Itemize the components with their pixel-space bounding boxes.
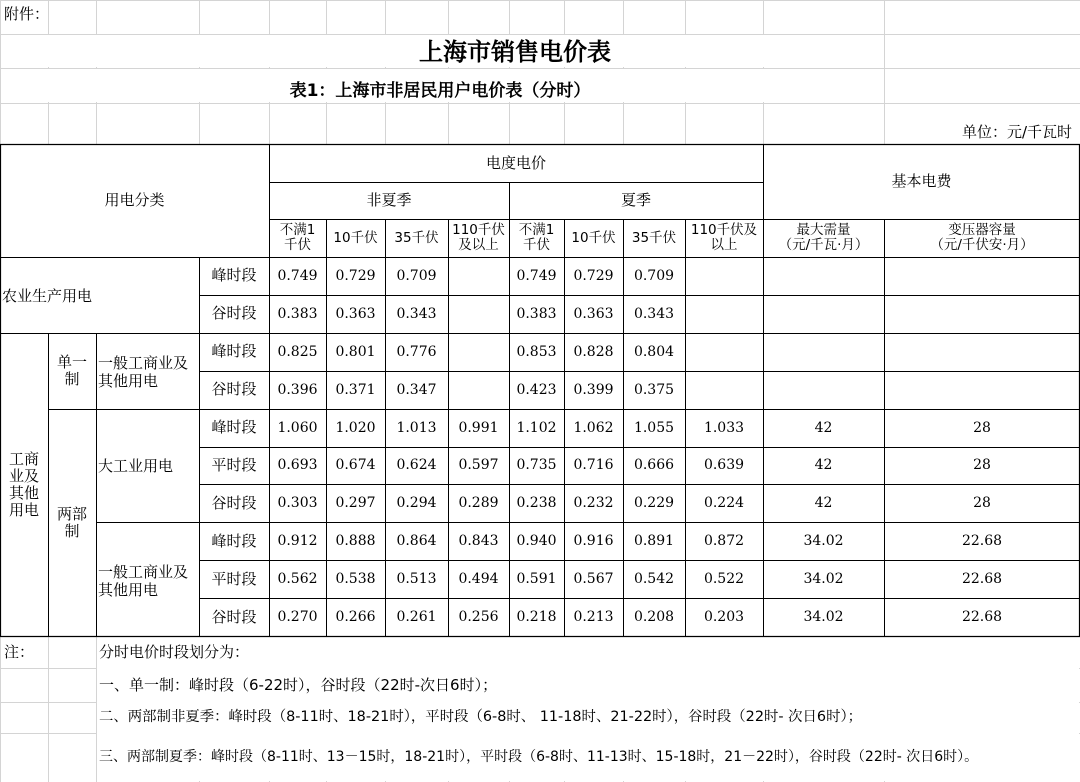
header-category: 用电分类: [104, 191, 165, 209]
page-title: 上海市销售电价表: [419, 38, 611, 66]
header-voltage-110kv: 110千伏 及以上: [452, 222, 505, 253]
price-cell: 0.597: [458, 457, 499, 474]
header-summer-voltage-10kv: 10千伏: [571, 229, 616, 246]
price-cell: 0.916: [573, 533, 614, 550]
price-cell: 0.224: [703, 495, 745, 512]
price-cell: 0.666: [633, 457, 675, 474]
basic-fee-cell: 22.68: [961, 609, 1003, 626]
price-cell: 0.542: [633, 571, 675, 588]
price-cell: 0.940: [516, 533, 557, 550]
price-cell: 1.060: [277, 419, 318, 436]
header-voltage-lt1: 不满1 千伏: [279, 222, 316, 253]
price-cell: 0.383: [277, 305, 318, 322]
price-cell: 0.256: [458, 609, 499, 626]
price-cell: 0.261: [396, 609, 437, 626]
basic-fee-cell: 28: [973, 457, 991, 474]
period-label: 平时段: [211, 569, 257, 588]
price-cell: 0.538: [335, 571, 376, 588]
header-max-demand: 最大需量 （元/千瓦·月）: [778, 222, 869, 253]
price-cell: [685, 333, 763, 371]
price-cell: 0.749: [516, 267, 557, 284]
price-cell: 0.232: [573, 495, 614, 512]
basic-fee-cell: [763, 257, 884, 295]
header-voltage-35kv: 35千伏: [394, 229, 439, 246]
header-summer-voltage-35kv: 35千伏: [631, 229, 677, 246]
price-cell: 0.423: [516, 381, 557, 398]
price-cell: 0.266: [335, 609, 376, 626]
basic-fee-cell: 42: [814, 457, 833, 474]
price-cell: 0.729: [573, 267, 614, 284]
period-label: 谷时段: [211, 493, 257, 512]
price-cell: [448, 257, 509, 295]
basic-fee-cell: [763, 295, 884, 333]
price-cell: [448, 295, 509, 333]
price-cell: 0.709: [633, 267, 675, 284]
price-cell: 0.801: [335, 343, 376, 360]
price-cell: 0.303: [277, 495, 318, 512]
price-cell: 0.562: [277, 571, 318, 588]
price-cell: 0.864: [396, 533, 437, 550]
basic-fee-cell: 22.68: [961, 571, 1003, 588]
label-agri: 农业生产用电: [2, 287, 93, 305]
header-non-summer: 非夏季: [366, 191, 412, 209]
notes-line-1: 一、单一制：峰时段（6-22时），谷时段（22时-次日6时）；: [99, 676, 498, 694]
table-subtitle: 表1：上海市非居民用户电价表（分时）: [289, 81, 591, 101]
price-cell: 1.062: [573, 419, 614, 436]
price-cell: 0.825: [277, 343, 318, 360]
basic-fee-cell: 34.02: [803, 609, 844, 626]
header-summer-voltage-110kv: 110千伏及 以上: [690, 222, 758, 253]
basic-fee-cell: 42: [814, 419, 833, 436]
price-cell: 0.297: [335, 495, 376, 512]
header-summer-voltage-lt1: 不满1 千伏: [518, 222, 555, 253]
price-cell: [685, 295, 763, 333]
price-cell: 1.020: [335, 419, 376, 436]
price-cell: 0.208: [633, 609, 675, 626]
price-cell: 0.363: [335, 305, 376, 322]
price-cell: 1.033: [703, 419, 745, 436]
price-cell: 0.343: [396, 305, 437, 322]
label-industrial: 工商 业及 其他 用电: [8, 449, 39, 519]
price-cell: 0.853: [516, 343, 557, 360]
price-cell: 0.891: [633, 533, 675, 550]
header-summer: 夏季: [620, 191, 651, 209]
header-voltage-10kv: 10千伏: [333, 229, 378, 246]
price-cell: 0.396: [277, 381, 318, 398]
price-cell: 0.709: [396, 267, 437, 284]
price-cell: 0.343: [633, 305, 675, 322]
price-cell: 0.872: [703, 533, 745, 550]
basic-fee-cell: 34.02: [803, 571, 844, 588]
price-cell: 0.229: [633, 495, 675, 512]
price-cell: 0.238: [516, 495, 557, 512]
price-cell: 0.270: [277, 609, 318, 626]
price-cell: 0.912: [277, 533, 318, 550]
price-cell: 0.347: [396, 381, 437, 398]
period-label: 峰时段: [211, 342, 257, 361]
basic-fee-cell: 34.02: [803, 533, 844, 550]
notes-intro: 分时电价时段划分为：: [99, 643, 250, 661]
period-label: 谷时段: [211, 607, 257, 626]
period-label: 峰时段: [211, 266, 257, 285]
price-cell: [448, 371, 509, 409]
price-cell: 0.729: [335, 267, 376, 284]
price-cell: 0.513: [396, 571, 437, 588]
price-cell: 0.674: [335, 457, 376, 474]
period-label: 平时段: [211, 455, 257, 474]
notes-line-2: 二、两部制非夏季：峰时段（8-11时、18-21时），平时段（6-8时、 11-18时、21-22时），谷时段（22时- 次日6时）；: [99, 709, 863, 725]
attachment-label: 附件：: [4, 5, 50, 23]
period-label: 谷时段: [211, 380, 257, 399]
header-energy-price: 电度电价: [485, 153, 546, 172]
price-cell: 0.693: [277, 457, 318, 474]
price-cell: 0.203: [703, 609, 745, 626]
price-cell: 0.522: [703, 571, 745, 588]
price-cell: 0.375: [633, 381, 675, 398]
basic-fee-cell: 28: [973, 419, 991, 436]
price-cell: 0.776: [396, 343, 437, 360]
notes-label: 注：: [4, 643, 35, 661]
price-cell: 0.567: [573, 571, 614, 588]
price-cell: 0.213: [573, 609, 614, 626]
price-cell: 0.363: [573, 305, 614, 322]
basic-fee-cell: [763, 333, 884, 371]
price-cell: 0.828: [573, 343, 614, 360]
basic-fee-cell: [884, 371, 1080, 409]
price-cell: 0.749: [277, 267, 318, 284]
price-cell: 1.013: [396, 419, 437, 436]
price-cell: [685, 257, 763, 295]
basic-fee-cell: [884, 295, 1080, 333]
price-cell: 0.735: [516, 457, 557, 474]
label-large-industry: 大工业用电: [98, 457, 174, 475]
label-two-part-system: 两部 制: [56, 504, 87, 540]
basic-fee-cell: [884, 333, 1080, 371]
basic-fee-cell: 22.68: [961, 533, 1003, 550]
basic-fee-cell: [763, 371, 884, 409]
label-general-single: 一般工商业及 其他用电: [98, 354, 189, 390]
basic-fee-cell: [884, 257, 1080, 295]
price-cell: 0.371: [335, 381, 376, 398]
label-single-system: 单一 制: [56, 353, 87, 388]
price-cell: 0.591: [516, 571, 557, 588]
price-cell: 0.716: [573, 457, 614, 474]
period-label: 峰时段: [211, 418, 257, 437]
basic-fee-cell: 28: [973, 495, 991, 512]
price-cell: 0.383: [516, 305, 557, 322]
notes-line-3: 三、两部制夏季：峰时段（8-11时、13－15时，18-21时），平时段（6-8时、11-13时、15-18时，21－22时），谷时段（22时- 次日6时）。: [99, 749, 979, 765]
price-cell: 0.991: [458, 419, 499, 436]
price-cell: [448, 333, 509, 371]
price-cell: 0.218: [516, 609, 557, 626]
price-cell: 0.843: [458, 533, 499, 550]
unit-label: 单位：元/千瓦时: [962, 123, 1073, 141]
header-transformer: 变压器容量 （元/千伏安·月）: [930, 222, 1034, 253]
price-cell: 0.399: [573, 381, 614, 398]
price-cell: 0.639: [703, 457, 745, 474]
header-basic-fee: 基本电费: [891, 172, 952, 190]
price-cell: 0.494: [458, 571, 499, 588]
price-cell: 0.804: [633, 343, 675, 360]
price-cell: 0.289: [458, 495, 499, 512]
price-cell: 0.294: [396, 495, 437, 512]
period-label: 谷时段: [211, 304, 257, 323]
price-cell: 0.624: [396, 457, 437, 474]
basic-fee-cell: 42: [814, 495, 833, 512]
price-cell: 1.102: [516, 419, 557, 436]
price-cell: 1.055: [633, 419, 675, 436]
price-cell: 0.888: [335, 533, 376, 550]
price-cell: [685, 371, 763, 409]
period-label: 峰时段: [211, 531, 257, 550]
label-general-two-part: 一般工商业及 其他用电: [98, 563, 189, 599]
